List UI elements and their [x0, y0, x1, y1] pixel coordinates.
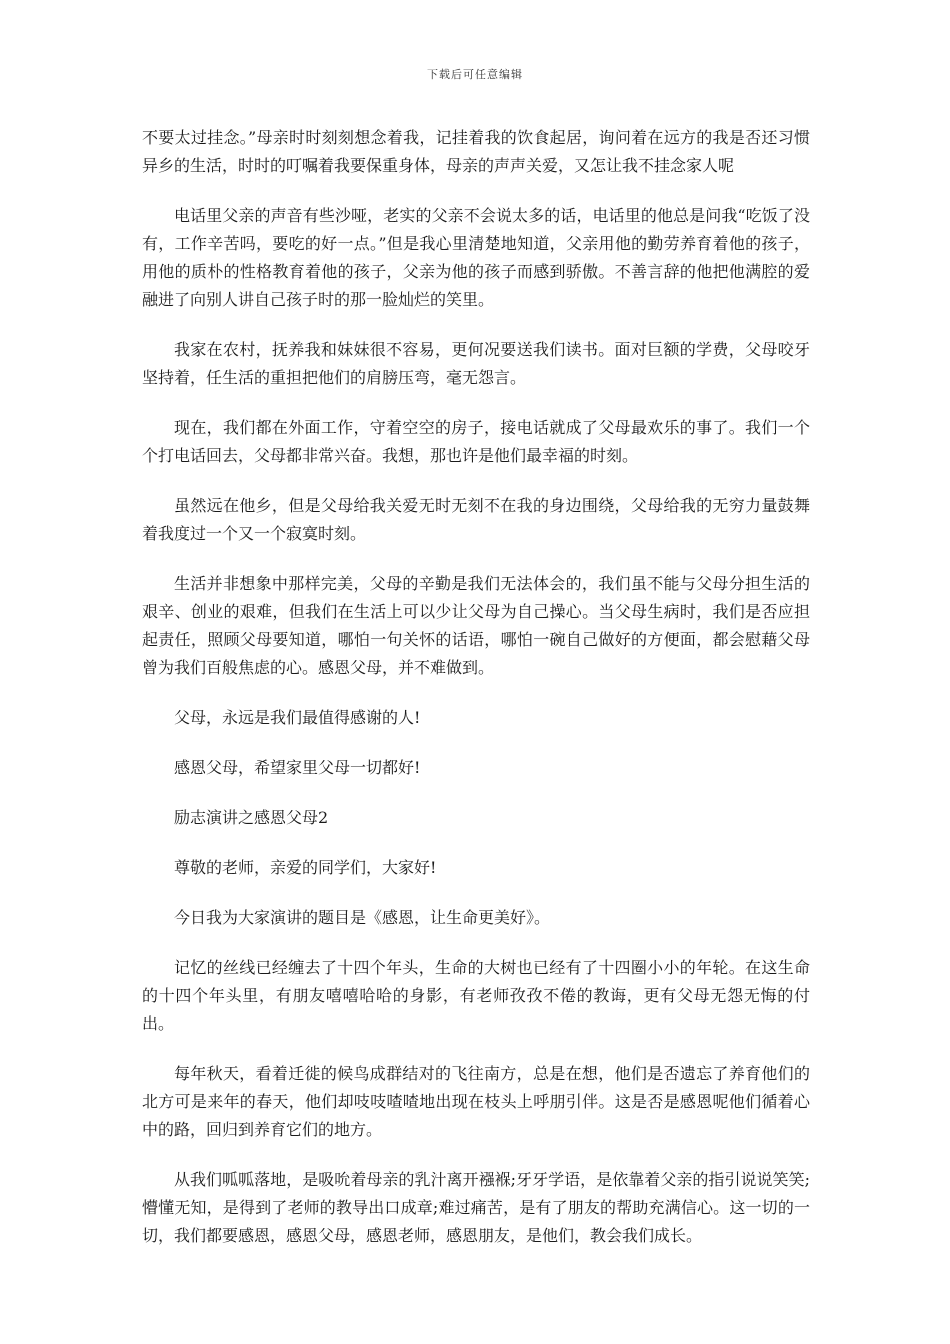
paragraph-2: 电话里父亲的声音有些沙哑，老实的父亲不会说太多的话，电话里的他总是问我“吃饭了没有，工作辛苦吗，要吃的好一点。”但是我心里清楚地知道，父亲用他的勤劳养育着他的孩子，用他的质朴的性格教育着他的孩子，父亲为他的孩子而感到骄傲。不善言辞的他把他满腔的爱融进了向别人讲自己孩子时的那一脸灿烂的笑里。 — [142, 206, 810, 309]
paragraph-13: 每年秋天，看着迁徙的候鸟成群结对的飞往南方，总是在想，他们是否遗忘了养育他们的北方可是来年的春天，他们却吱吱喳喳地出现在枝头上呼朋引伴。这是否是感恩呢他们循着心中的路，回归到养育它们的地方。 — [142, 1064, 810, 1139]
paragraph-8: 感恩父母，希望家里父母一切都好! — [174, 758, 421, 777]
paragraph-6: 生活并非想象中那样完美，父母的辛勤是我们无法体会的，我们虽不能与父母分担生活的艰辛、创业的艰难，但我们在生活上可以少让父母为自己操心。当父母生病时，我们是否应担起责任，照顾父母要知道，哪怕一句关怀的话语，哪怕一碗自己做好的方便面，都会慰藉父母曾为我们百般焦虑的心。感恩父母，并不难做到。 — [142, 574, 810, 677]
paragraph-4: 现在，我们都在外面工作，守着空空的房子，接电话就成了父母最欢乐的事了。我们一个个打电话回去，父母都非常兴奋。我想，那也许是他们最幸福的时刻。 — [142, 418, 810, 465]
paragraph-5: 虽然远在他乡，但是父母给我关爱无时无刻不在我的身边围绕，父母给我的无穷力量鼓舞着我度过一个又一个寂寞时刻。 — [142, 496, 810, 543]
paragraph-greeting: 尊敬的老师，亲爱的同学们，大家好! — [174, 858, 437, 877]
paragraph-14: 从我们呱呱落地，是吸吮着母亲的乳汁离开襁褓;牙牙学语，是依靠着父亲的指引说说笑笑;懵懂无知，是得到了老师的教导出口成章;难过痛苦，是有了朋友的帮助充满信心。这一切的一切，我们都要感恩，感恩父母，感恩老师，感恩朋友，是他们，教会我们成长。 — [142, 1170, 810, 1245]
section-heading: 励志演讲之感恩父母2 — [174, 808, 329, 827]
paragraph-7: 父母，永远是我们最值得感谢的人! — [174, 708, 421, 727]
paragraph-12: 记忆的丝线已经缠去了十四个年头，生命的大树也已经有了十四圈小小的年轮。在这生命的十四个年头里，有朋友嘻嘻哈哈的身影，有老师孜孜不倦的教诲，更有父母无怨无悔的付出。 — [142, 958, 810, 1033]
paragraph-topic: 今日我为大家演讲的题目是《感恩，让生命更美好》。 — [174, 908, 551, 927]
paragraph-3: 我家在农村，抚养我和妹妹很不容易，更何况要送我们读书。面对巨额的学费，父母咬牙坚持着，任生活的重担把他们的肩膀压弯，毫无怨言。 — [142, 340, 810, 387]
document-body — [142, 124, 810, 1272]
paragraph-1: 不要太过挂念。”母亲时时刻刻想念着我，记挂着我的饮食起居，询问着在远方的我是否还习惯异乡的生活，时时的叮嘱着我要保重身体，母亲的声声关爱，又怎让我不挂念家人呢 — [142, 128, 810, 175]
page-header-note: 下载后可任意编辑 — [427, 68, 523, 81]
